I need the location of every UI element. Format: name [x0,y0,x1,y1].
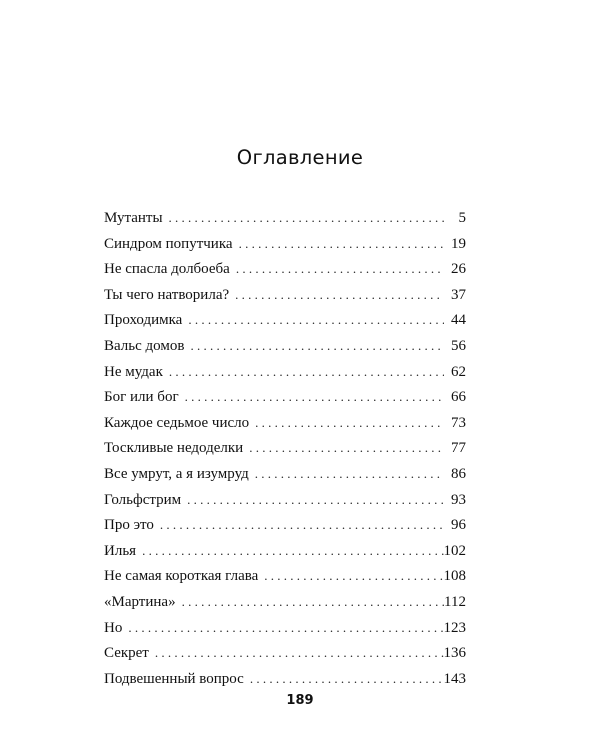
toc-entry-page: 5 [458,210,466,226]
dot-leader [255,415,444,431]
dot-leader [155,645,444,661]
dot-leader [182,594,444,610]
toc-entry [104,594,466,620]
toc-entry-title: «Мартина» [104,593,176,610]
toc-heading: Оглавление [236,146,364,169]
dot-leader [169,364,444,380]
toc-entry [104,364,466,390]
toc-entry-title: Илья [104,542,137,559]
dot-leader [188,312,444,328]
toc-entry [104,466,466,492]
toc-entry-page: 19 [451,235,466,252]
dot-leader [249,440,444,456]
toc-entry-title: Проходимка [104,312,183,329]
toc-entry-page: 77 [451,440,466,457]
toc-entry-title: Не спасла долбоеба [104,261,230,278]
toc-entry-page: 73 [451,414,466,431]
dot-leader [250,671,444,687]
toc-entry [104,261,466,287]
toc-entry-title: Бог или бог [104,389,179,406]
toc-entry [104,620,466,646]
toc-list [104,210,466,696]
dot-leader [255,466,444,482]
toc-entry [104,568,466,594]
toc-entry-page: 86 [451,465,466,482]
toc-entry-page: 37 [451,286,466,303]
toc-entry-title: Тоскливые недоделки [104,440,244,457]
toc-entry-page: 26 [451,261,466,278]
toc-entry-title: Не самая короткая глава [104,568,259,585]
dot-leader [128,620,443,636]
page-number: 189 [286,693,314,708]
toc-entry-page: 96 [451,517,466,534]
toc-entry-page: 136 [443,645,466,662]
dot-leader [142,543,443,559]
toc-entry-page: 66 [451,389,466,406]
toc-entry [104,389,466,415]
toc-entry-title: Вальс домов [104,337,185,354]
toc-entry [104,492,466,518]
toc-entry-title: Подвешенный вопрос [104,670,244,687]
dot-leader [187,492,444,508]
dot-leader [236,261,444,277]
toc-entry-page: 93 [451,491,466,508]
toc-entry [104,236,466,262]
toc-entry-title: Но [104,619,123,636]
toc-entry-page: 56 [451,337,466,354]
dot-leader [235,287,444,303]
dot-leader [185,389,444,405]
toc-entry [104,312,466,338]
toc-entry-title: Каждое седьмое число [104,414,250,431]
toc-entry-page: 108 [443,568,466,585]
dot-leader [239,236,444,252]
dot-leader [160,517,444,533]
toc-entry [104,543,466,569]
toc-entry [104,210,466,236]
toc-entry [104,517,466,543]
toc-entry-title: Секрет [104,645,149,662]
toc-entry [104,440,466,466]
toc-entry-page: 44 [451,312,466,329]
toc-entry-page: 123 [443,619,466,636]
toc-entry-title: Гольфстрим [104,491,182,508]
dot-leader [190,338,444,354]
toc-entry [104,287,466,313]
dot-leader [169,210,444,226]
toc-entry-title: Не мудак [104,363,163,380]
toc-entry-page: 143 [443,670,466,687]
toc-entry [104,415,466,441]
toc-entry-page: 112 [444,593,466,610]
toc-entry-title: Все умрут, а я изумруд [104,465,249,482]
toc-entry-title: Мутанты [104,210,163,226]
toc-entry [104,338,466,364]
toc-entry-page: 62 [451,363,466,380]
toc-entry [104,645,466,671]
toc-entry-title: Ты чего натворила? [104,286,230,303]
dot-leader [264,568,443,584]
toc-entry-title: Про это [104,517,154,534]
toc-entry-title: Синдром попутчика [104,235,233,252]
toc-entry-page: 102 [443,542,466,559]
